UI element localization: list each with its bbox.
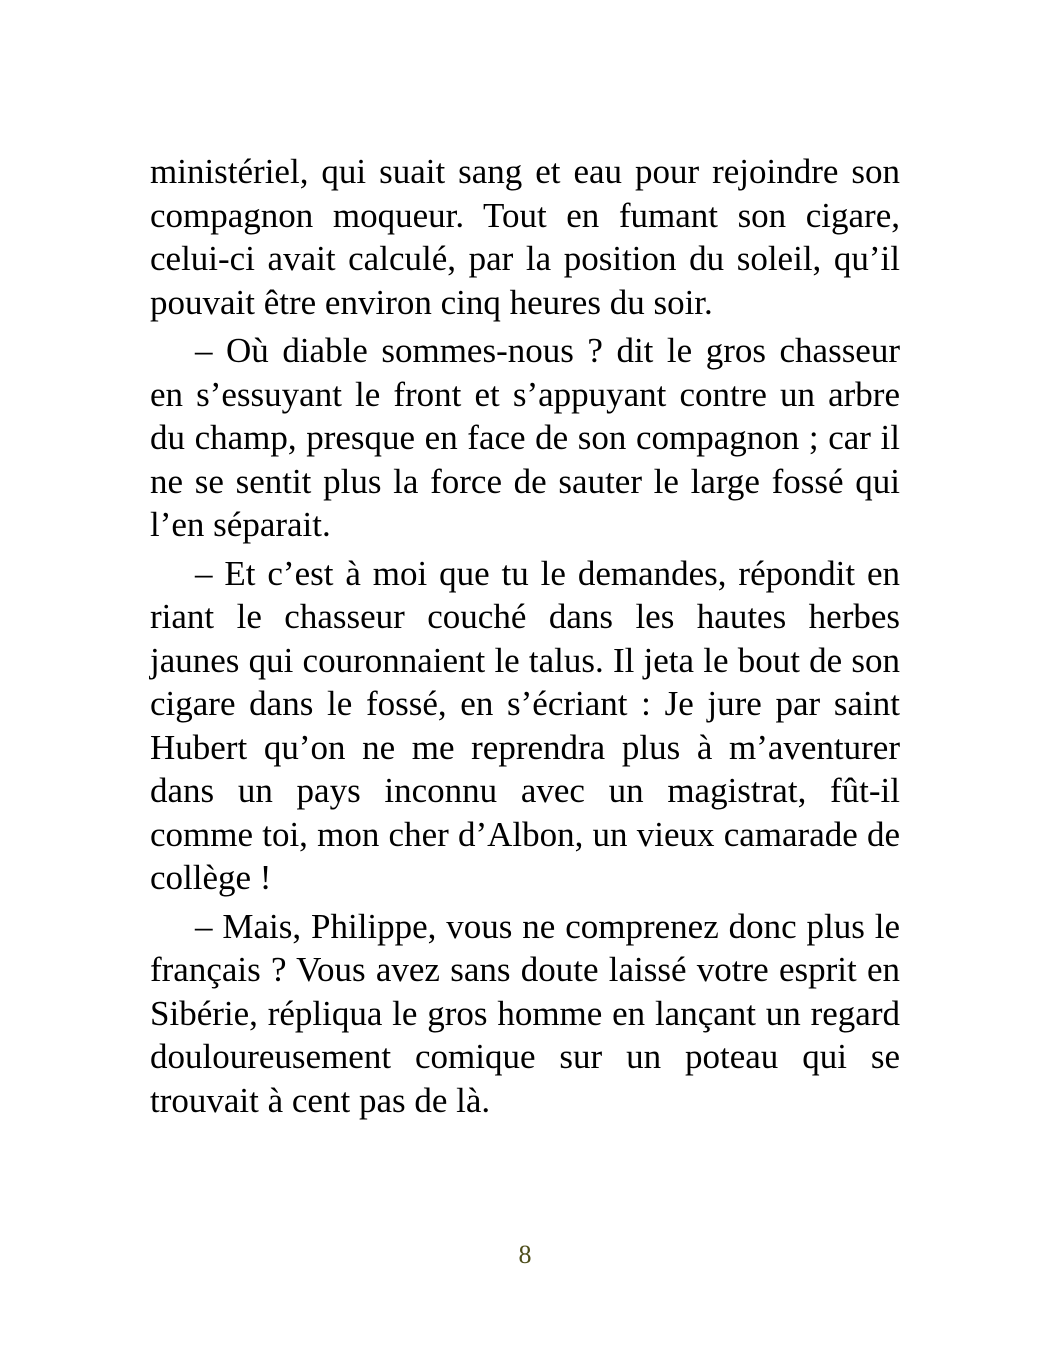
paragraph-dialogue: – Et c’est à moi que tu le demandes, répondit en riant le chasseur couché dans les hautes herbes jaunes qui couronnaient le talus. Il jeta le bout de son cigare dans le fossé, en s’écriant : Je jure par saint Hubert qu’on ne me reprendra plus à m’aventurer dans un pays inconnu avec un magistrat, fût-il comme toi, mon cher d’Albon, un vieux camarade de collège ! (150, 553, 900, 897)
page-number: 8 (518, 1240, 532, 1269)
paragraph-continuation: ministériel, qui suait sang et eau pour rejoindre son compagnon moqueur. Tout en fumant son cigare, celui-ci avait calculé, par la position du soleil, qu’il pouvait être environ cinq heures du soir. (150, 152, 900, 322)
body-text (150, 150, 900, 1127)
paragraph-dialogue: – Mais, Philippe, vous ne comprenez donc plus le français ? Vous avez sans doute laissé votre esprit en Sibérie, répliqua le gros homme en lançant un regard douloureusement comique sur un poteau qui se trouvait à cent pas de là. (150, 906, 900, 1120)
paragraph-dialogue: – Où diable sommes-nous ? dit le gros chasseur en s’essuyant le front et s’appuyant contre un arbre du champ, presque en face de son compagnon ; car il ne se sentit plus la force de sauter le large fossé qui l’en séparait. (150, 331, 900, 544)
